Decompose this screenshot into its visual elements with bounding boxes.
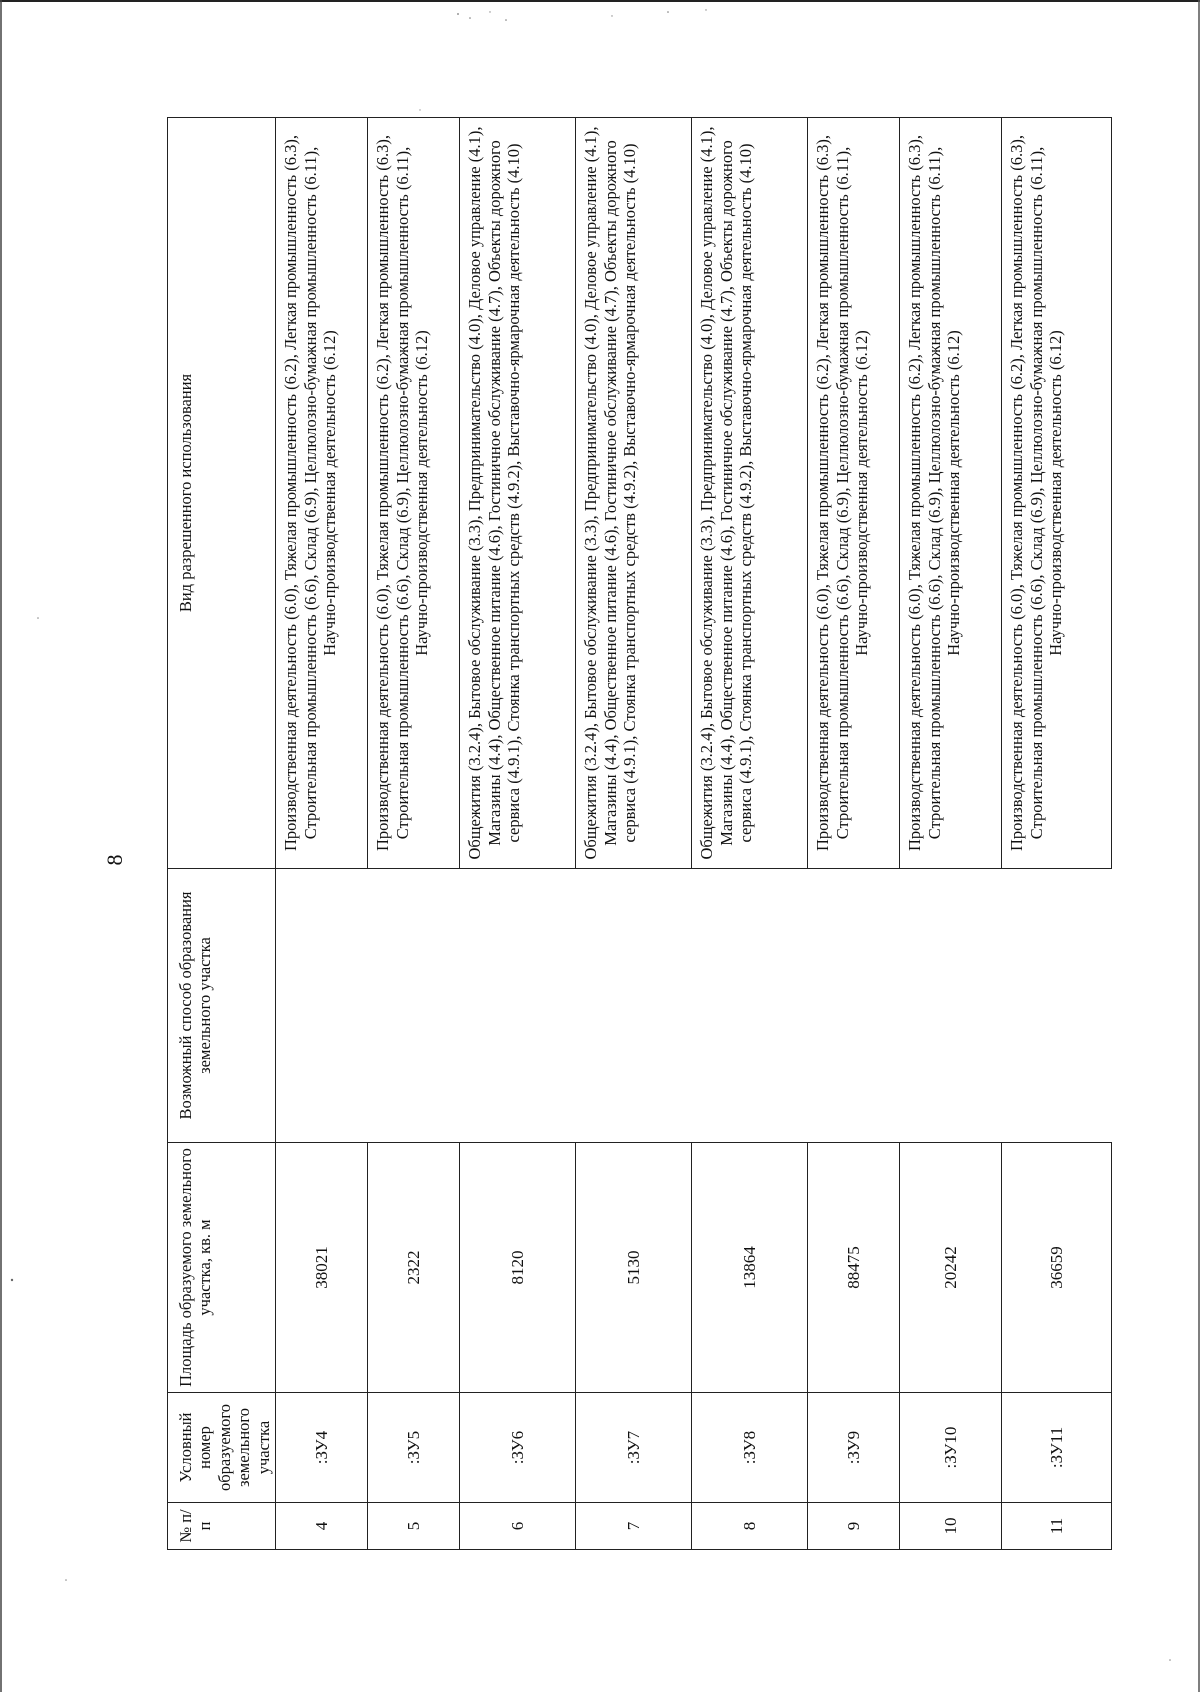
header-cadastral-number: Условный номер образуемого земельного участка xyxy=(168,1393,276,1503)
page-number: 8 xyxy=(102,854,127,866)
cell-formation-method xyxy=(368,869,460,1143)
table-row xyxy=(576,118,692,1550)
cell-cadastral-number: :ЗУ6 xyxy=(460,1393,576,1503)
cell-num: 7 xyxy=(576,1503,692,1550)
cell-permitted-use: Производственная деятельность (6.0), Тяжелая промышленность (6.2), Легкая промышленность (6.3), Строительная промышленность (6.6), Склад (6.9), Целлюлозно-бумажная промышленность (6.11), Научно-производственная деятельность (6.12) xyxy=(900,118,1002,869)
rotated-table-container xyxy=(167,118,1105,1550)
table-row xyxy=(900,118,1002,1550)
header-formation-method: Возможный способ образования земельного участка xyxy=(168,869,276,1143)
cell-permitted-use: Производственная деятельность (6.0), Тяжелая промышленность (6.2), Легкая промышленность (6.3), Строительная промышленность (6.6), Склад (6.9), Целлюлозно-бумажная промышленность (6.11), Научно-производственная деятельность (6.12) xyxy=(368,118,460,869)
cell-cadastral-number: :ЗУ7 xyxy=(576,1393,692,1503)
cell-cadastral-number: :ЗУ9 xyxy=(808,1393,900,1503)
cell-area: 5130 xyxy=(576,1143,692,1393)
header-area: Площадь образуемого земельного участка, кв. м xyxy=(168,1143,276,1393)
cell-area: 36659 xyxy=(1002,1143,1112,1393)
cell-cadastral-number: :ЗУ4 xyxy=(276,1393,368,1503)
table-row xyxy=(460,118,576,1550)
cell-cadastral-number: :ЗУ11 xyxy=(1002,1393,1112,1503)
cell-formation-method xyxy=(692,869,808,1143)
cell-formation-method xyxy=(460,869,576,1143)
cell-cadastral-number: :ЗУ8 xyxy=(692,1393,808,1503)
cell-cadastral-number: :ЗУ5 xyxy=(368,1393,460,1503)
cell-cadastral-number: :ЗУ10 xyxy=(900,1393,1002,1503)
header-num: № п/п xyxy=(168,1503,276,1550)
cell-num: 4 xyxy=(276,1503,368,1550)
cell-num: 11 xyxy=(1002,1503,1112,1550)
table-header-row xyxy=(168,118,276,1550)
cell-formation-method xyxy=(808,869,900,1143)
cell-num: 6 xyxy=(460,1503,576,1550)
cell-permitted-use: Производственная деятельность (6.0), Тяжелая промышленность (6.2), Легкая промышленность (6.3), Строительная промышленность (6.6), Склад (6.9), Целлюлозно-бумажная промышленность (6.11), Научно-производственная деятельность (6.12) xyxy=(1002,118,1112,869)
cell-num: 9 xyxy=(808,1503,900,1550)
cell-num: 8 xyxy=(692,1503,808,1550)
cell-formation-method xyxy=(276,869,368,1143)
cell-permitted-use: Общежития (3.2.4), Бытовое обслуживание (3.3), Предпринимательство (4.0), Деловое управление (4.1), Магазины (4.4), Общественное питание (4.6), Гостиничное обслуживание (4.7), Объекты дорожного сервиса (4.9.1), Стоянка транспортных средств (4.9.2), Выставочно-ярмарочная деятельность (4.10) xyxy=(692,118,808,869)
cell-formation-method xyxy=(1002,869,1112,1143)
cell-area: 88475 xyxy=(808,1143,900,1393)
header-permitted-use: Вид разрешенного использования xyxy=(168,118,276,869)
table-row xyxy=(1002,118,1112,1550)
cell-permitted-use: Производственная деятельность (6.0), Тяжелая промышленность (6.2), Легкая промышленность (6.3), Строительная промышленность (6.6), Склад (6.9), Целлюлозно-бумажная промышленность (6.11), Научно-производственная деятельность (6.12) xyxy=(276,118,368,869)
cell-area: 20242 xyxy=(900,1143,1002,1393)
table-row xyxy=(276,118,368,1550)
land-plots-table xyxy=(167,117,1112,1550)
cell-formation-method xyxy=(900,869,1002,1143)
cell-permitted-use: Общежития (3.2.4), Бытовое обслуживание (3.3), Предпринимательство (4.0), Деловое управление (4.1), Магазины (4.4), Общественное питание (4.6), Гостиничное обслуживание (4.7), Объекты дорожного сервиса (4.9.1), Стоянка транспортных средств (4.9.2), Выставочно-ярмарочная деятельность (4.10) xyxy=(460,118,576,869)
cell-area: 13864 xyxy=(692,1143,808,1393)
cell-permitted-use: Производственная деятельность (6.0), Тяжелая промышленность (6.2), Легкая промышленность (6.3), Строительная промышленность (6.6), Склад (6.9), Целлюлозно-бумажная промышленность (6.11), Научно-производственная деятельность (6.12) xyxy=(808,118,900,869)
land-plots-table-frame xyxy=(167,118,1105,1550)
cell-area: 38021 xyxy=(276,1143,368,1393)
cell-formation-method xyxy=(576,869,692,1143)
cell-num: 10 xyxy=(900,1503,1002,1550)
cell-area: 8120 xyxy=(460,1143,576,1393)
cell-permitted-use: Общежития (3.2.4), Бытовое обслуживание (3.3), Предпринимательство (4.0), Деловое управление (4.1), Магазины (4.4), Общественное питание (4.6), Гостиничное обслуживание (4.7), Объекты дорожного сервиса (4.9.1), Стоянка транспортных средств (4.9.2), Выставочно-ярмарочная деятельность (4.10) xyxy=(576,118,692,869)
table-row xyxy=(808,118,900,1550)
table-row xyxy=(368,118,460,1550)
table-row xyxy=(692,118,808,1550)
cell-num: 5 xyxy=(368,1503,460,1550)
cell-area: 2322 xyxy=(368,1143,460,1393)
